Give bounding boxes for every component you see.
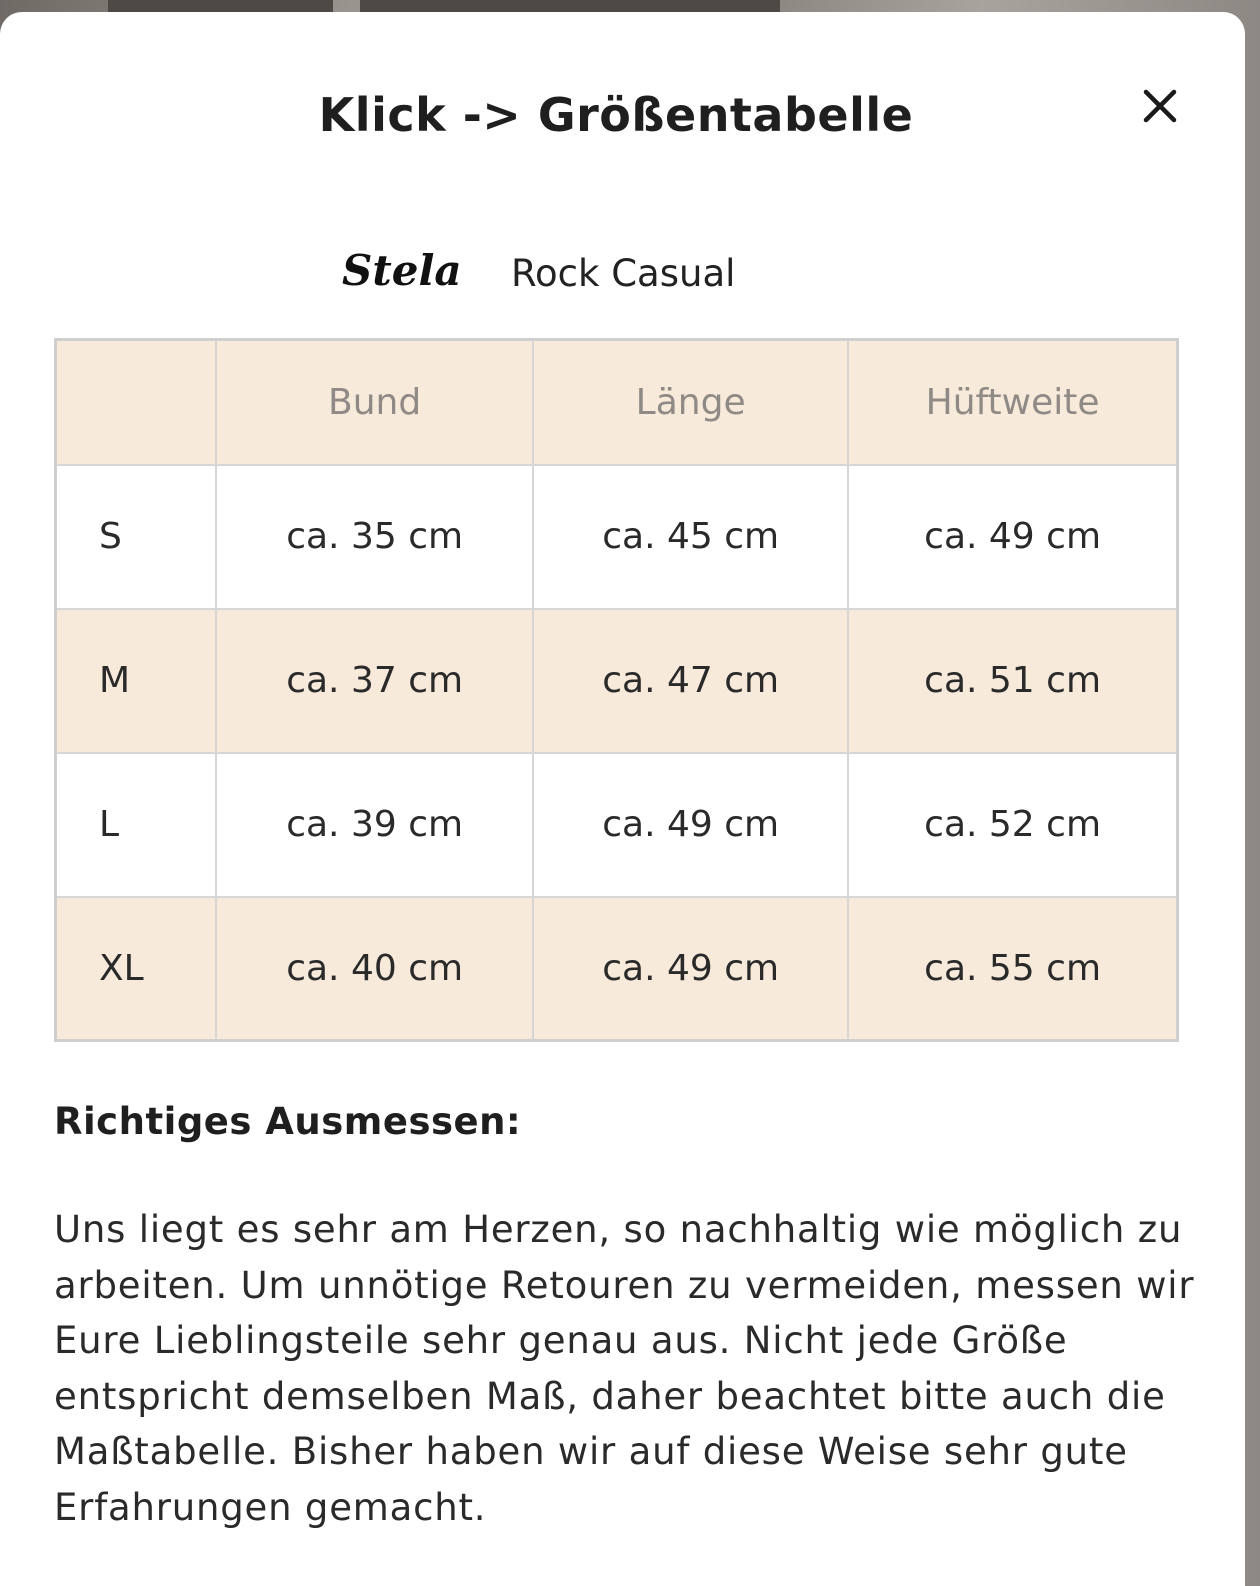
product-name: Rock Casual <box>511 252 736 295</box>
laenge-cell: ca. 49 cm <box>533 753 848 897</box>
size-cell: XL <box>56 897 217 1041</box>
column-header-size <box>56 340 217 465</box>
table-row <box>56 609 1178 753</box>
column-header-hueftweite: Hüftweite <box>848 340 1177 465</box>
table-header-row <box>56 340 1178 465</box>
paragraph-line: entspricht demselben Maß, daher beachtet bitte auch die <box>54 1374 1166 1418</box>
table-row <box>56 897 1178 1041</box>
brand-row <box>0 246 1232 306</box>
size-table <box>54 338 1179 1042</box>
size-cell: L <box>56 753 217 897</box>
hueftweite-cell: ca. 55 cm <box>848 897 1177 1041</box>
laenge-cell: ca. 49 cm <box>533 897 848 1041</box>
modal-title: Klick -> Größentabelle <box>318 88 914 142</box>
measuring-heading: Richtiges Ausmessen: <box>54 1100 522 1143</box>
paragraph-line: arbeiten. Um unnötige Retouren zu vermeiden, messen wir <box>54 1263 1195 1307</box>
paragraph-line: Uns liegt es sehr am Herzen, so nachhaltig wie möglich zu <box>54 1208 1183 1251</box>
bund-cell: ca. 35 cm <box>216 465 533 609</box>
laenge-cell: ca. 45 cm <box>533 465 848 609</box>
hueftweite-cell: ca. 49 cm <box>848 465 1177 609</box>
paragraph-line: Eure Lieblingsteile sehr genau aus. Nicht jede Größe <box>54 1319 1068 1362</box>
bund-cell: ca. 37 cm <box>216 609 533 753</box>
hueftweite-cell: ca. 51 cm <box>848 609 1177 753</box>
paragraph-line: Erfahrungen gemacht. <box>54 1485 487 1529</box>
size-cell: M <box>56 609 217 753</box>
table-row <box>56 753 1178 897</box>
column-header-bund: Bund <box>216 340 533 465</box>
bund-cell: ca. 40 cm <box>216 897 533 1041</box>
size-cell: S <box>56 465 217 609</box>
laenge-cell: ca. 47 cm <box>533 609 848 753</box>
hueftweite-cell: ca. 52 cm <box>848 753 1177 897</box>
table-row <box>56 465 1178 609</box>
paragraph-line: Maßtabelle. Bisher haben wir auf diese Weise sehr gute <box>54 1430 1128 1473</box>
brand-logo: Stela <box>342 246 462 295</box>
bund-cell: ca. 39 cm <box>216 753 533 897</box>
size-chart-modal <box>0 12 1245 1586</box>
column-header-laenge: Länge <box>533 340 848 465</box>
measuring-paragraph <box>54 1202 1204 1535</box>
